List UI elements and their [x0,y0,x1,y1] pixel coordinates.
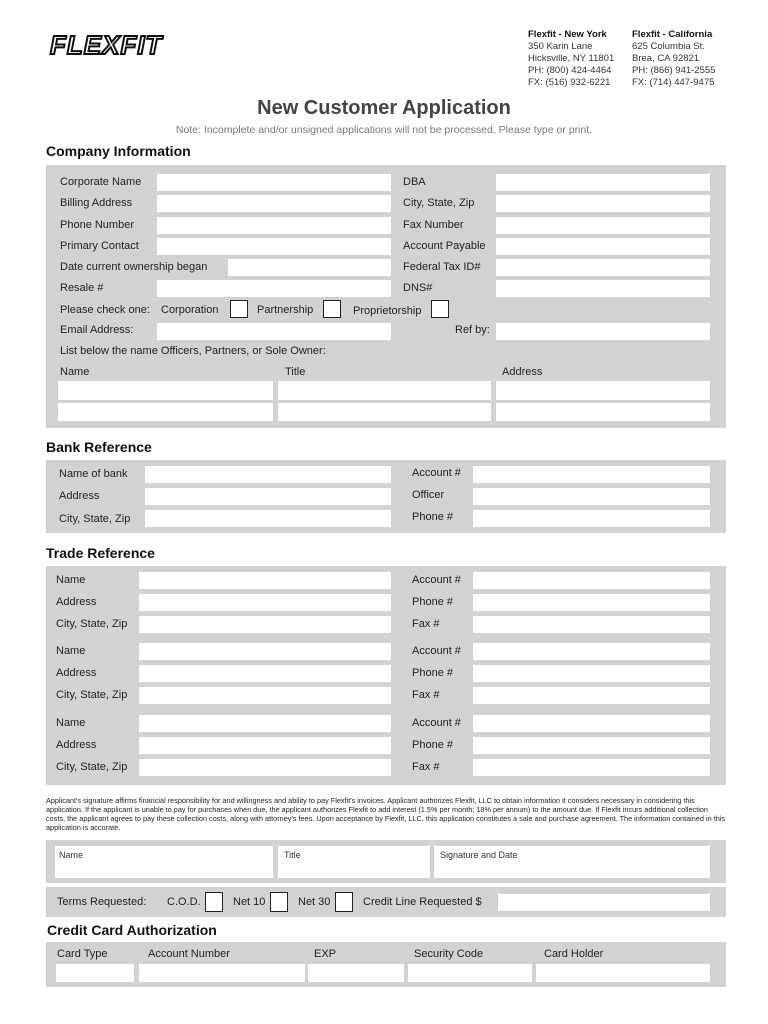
ny-address [528,29,614,89]
flexfit-logo [48,32,194,59]
date-ownership-label: Date current ownership began [60,261,208,273]
ref-by-field[interactable] [496,323,710,340]
trade-account-field[interactable] [473,643,710,660]
dns-label: DNS# [403,282,433,294]
credit-line-field[interactable] [498,894,710,911]
officer-name-field[interactable] [58,403,273,421]
exp-field[interactable] [308,964,404,982]
trade-city-label: City, State, Zip [56,689,128,701]
trade-account-label: Account # [412,717,461,729]
card-type-label: Card Type [57,948,108,960]
partnership-checkbox[interactable] [323,300,341,318]
company-heading: Company Information [46,143,191,159]
trade-name-label: Name [56,574,86,586]
officer-title-field[interactable] [278,403,491,421]
check-one-label: Please check one: [60,304,150,316]
bank-phone-field[interactable] [473,510,710,527]
cod-checkbox[interactable] [205,892,223,912]
signer-title-label: Title [284,850,301,860]
bank-phone-label: Phone # [412,511,453,523]
account-payable-field[interactable] [496,238,710,255]
fax-number-label: Fax Number [403,219,464,231]
net30-label: Net 30 [298,896,331,908]
account-number-field[interactable] [139,964,305,982]
ca-city: Brea, CA 92821 [632,53,700,64]
officer-address-header: Address [502,366,543,378]
primary-contact-field[interactable] [157,238,391,255]
security-code-label: Security Code [414,948,484,960]
logo-text: FLEXFIT [50,32,163,59]
trade-phone-field[interactable] [473,594,710,611]
billing-address-label: Billing Address [60,197,133,209]
ny-street: 350 Karin Lane [528,41,593,52]
account-number-label: Account Number [148,948,230,960]
net30-checkbox[interactable] [335,892,353,912]
ca-fax: FX: (714) 447-9475 [632,77,715,88]
ca-address [632,29,715,89]
corporate-name-field[interactable] [157,174,391,191]
trade-fax-field[interactable] [473,759,710,776]
account-payable-label: Account Payable [403,240,486,252]
trade-city-field[interactable] [139,687,391,704]
trade-fax-label: Fax # [412,618,440,630]
signer-name-field[interactable] [55,846,273,878]
exp-label: EXP [314,948,337,960]
card-holder-field[interactable] [536,964,710,982]
trade-account-label: Account # [412,645,461,657]
bank-account-field[interactable] [473,466,710,483]
bank-name-field[interactable] [145,466,391,483]
federal-tax-label: Federal Tax ID# [403,261,481,273]
bank-city-field[interactable] [145,510,391,527]
card-holder-label: Card Holder [544,948,604,960]
credit-line-label: Credit Line Requested $ [363,896,482,908]
resale-field[interactable] [157,280,391,297]
corporate-name-label: Corporate Name [60,176,142,188]
bank-address-label: Address [59,490,100,502]
trade-address-label: Address [56,596,97,608]
officers-note: List below the name Officers, Partners, or Sole Owner: [60,345,326,357]
trade-address-field[interactable] [139,665,391,682]
cod-label: C.O.D. [167,896,201,908]
trade-city-field[interactable] [139,759,391,776]
ny-title: Flexfit - New York [528,29,607,40]
bank-officer-field[interactable] [473,488,710,505]
signer-title-field[interactable] [278,846,430,878]
phone-number-field[interactable] [157,217,391,234]
credit-card-heading: Credit Card Authorization [47,922,217,938]
corporation-label: Corporation [161,304,219,316]
trade-heading: Trade Reference [46,545,155,561]
dba-field[interactable] [496,174,710,191]
trade-fax-field[interactable] [473,687,710,704]
trade-account-field[interactable] [473,572,710,589]
bank-address-field[interactable] [145,488,391,505]
officer-title-header: Title [285,366,306,378]
trade-city-label: City, State, Zip [56,618,128,630]
federal-tax-field[interactable] [496,259,710,276]
trade-address-label: Address [56,667,97,679]
trade-city-label: City, State, Zip [56,761,128,773]
trade-fax-label: Fax # [412,761,440,773]
trade-phone-field[interactable] [473,737,710,754]
corporation-checkbox[interactable] [230,300,248,318]
officer-address-field[interactable] [496,381,710,400]
trade-address-label: Address [56,739,97,751]
ref-by-label: Ref by: [455,324,490,336]
card-type-field[interactable] [56,964,134,982]
officer-address-field[interactable] [496,403,710,421]
ny-phone: PH: (800) 424-4464 [528,65,612,76]
city-state-zip-label: City, State, Zip [403,197,475,209]
fax-number-field[interactable] [496,217,710,234]
trade-name-field[interactable] [139,572,391,589]
net10-checkbox[interactable] [270,892,288,912]
city-state-zip-field[interactable] [496,195,710,212]
page-title: New Customer Application [257,97,511,119]
terms-label: Terms Requested: [57,896,147,908]
ny-city: Hicksville, NY 11801 [528,53,615,64]
ca-title: Flexfit - California [632,29,713,40]
page-note: Note: Incomplete and/or unsigned applications will not be processed. Please type or print. [175,124,593,136]
net10-label: Net 10 [233,896,266,908]
signature-date-label: Signature and Date [440,850,518,860]
trade-address-field[interactable] [139,737,391,754]
primary-contact-label: Primary Contact [60,240,139,252]
date-ownership-field[interactable] [228,259,391,276]
ca-street: 625 Columbia St. [632,41,705,52]
ca-phone: PH: (866) 941-2555 [632,65,716,76]
trade-phone-field[interactable] [473,665,710,682]
proprietorship-checkbox[interactable] [431,300,449,318]
email-label: Email Address: [60,324,134,336]
trade-name-label: Name [56,717,86,729]
bank-account-label: Account # [412,467,461,479]
signer-name-label: Name [59,850,84,860]
dba-label: DBA [403,176,426,188]
trade-name-field[interactable] [139,715,391,732]
dns-field[interactable] [496,280,710,297]
bank-city-label: City, State, Zip [59,513,131,525]
bank-officer-label: Officer [412,489,445,501]
trade-fax-label: Fax # [412,689,440,701]
proprietorship-label: Proprietorship [353,305,422,317]
resale-label: Resale # [60,282,104,294]
trade-fax-field[interactable] [473,616,710,633]
agreement-text: Applicant's signature affirms financial responsibility for and willingness and ability to pay Flexfit's invoices. Applicant authorizes Flexfit, LLC to obtain information it considers necessary in considering this application. If the applicant is unable to pay for purchases when due, the applicant authorizes Flexfit to add interest (1.5% per month; 18% per annum) to the amount due. If Flexfit incurs additional collection costs, the applicant agrees to pay these collection costs, along with attorney's fees. Upon acceptance by Flexfit, LLC, this application constitutes a sale and purchase agreement. The information contained in this application is accurate. [46,796,726,832]
trade-phone-label: Phone # [412,596,453,608]
security-code-field[interactable] [408,964,532,982]
bank-heading: Bank Reference [46,439,152,455]
officer-name-field[interactable] [58,381,273,400]
trade-address-field[interactable] [139,594,391,611]
bank-name-label: Name of bank [59,468,128,480]
trade-phone-label: Phone # [412,667,453,679]
officer-title-field[interactable] [278,381,491,400]
trade-name-field[interactable] [139,643,391,660]
trade-city-field[interactable] [139,616,391,633]
phone-number-label: Phone Number [60,219,134,231]
trade-account-field[interactable] [473,715,710,732]
billing-address-field[interactable] [157,195,391,212]
ny-fax: FX: (516) 932-6221 [528,77,611,88]
trade-phone-label: Phone # [412,739,453,751]
trade-account-label: Account # [412,574,461,586]
partnership-label: Partnership [257,304,314,316]
officer-name-header: Name [60,366,90,378]
email-field[interactable] [157,323,391,340]
trade-name-label: Name [56,645,86,657]
